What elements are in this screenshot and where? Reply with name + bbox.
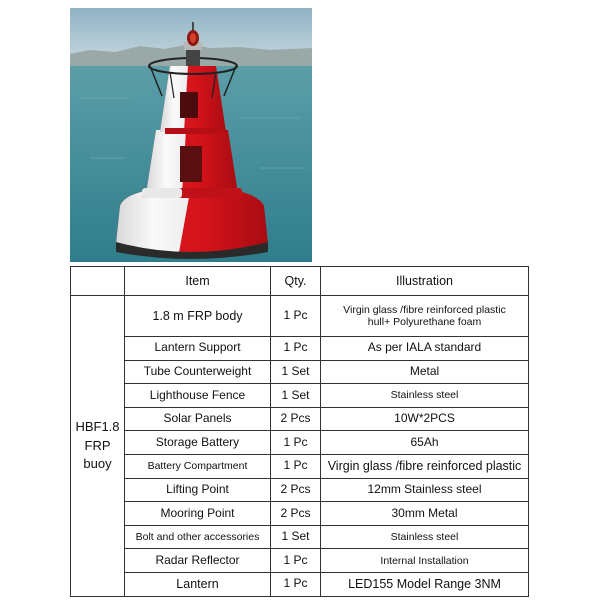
illustration-cell: Internal Installation [321, 549, 529, 573]
qty-cell: 1 Set [271, 384, 321, 408]
model-name-line: buoy [83, 455, 112, 471]
table-row [71, 296, 529, 337]
buoy-photo [70, 8, 312, 262]
qty-cell: 2 Pcs [271, 502, 321, 526]
item-cell: Mooring Point [125, 502, 271, 526]
illustration-header: Illustration [321, 267, 529, 296]
illustration-cell: 30mm Metal [321, 502, 529, 526]
qty-cell: 1 Pc [271, 549, 321, 573]
table-row [71, 360, 529, 384]
item-cell: Battery Compartment [125, 454, 271, 478]
qty-cell: 1 Pc [271, 337, 321, 361]
model-name-cell [71, 296, 125, 597]
table-row [71, 407, 529, 431]
qty-cell: 2 Pcs [271, 407, 321, 431]
model-name-line: HBF1.8 [75, 419, 120, 435]
illustration-cell: Virgin glass /fibre reinforced plastic [321, 454, 529, 478]
illustration-cell: 12mm Stainless steel [321, 478, 529, 502]
model-name-line: FRP [84, 437, 111, 453]
item-cell: Storage Battery [125, 431, 271, 455]
qty-cell: 2 Pcs [271, 478, 321, 502]
qty-cell: 1 Pc [271, 296, 321, 337]
spec-table [70, 266, 529, 597]
item-cell: Lifting Point [125, 478, 271, 502]
illustration-cell: As per IALA standard [321, 337, 529, 361]
table-row [71, 525, 529, 549]
qty-header: Qty. [271, 267, 321, 296]
illustration-cell: 65Ah [321, 431, 529, 455]
item-cell: Solar Panels [125, 407, 271, 431]
illustration-cell: Metal [321, 360, 529, 384]
illustration-cell: 10W*2PCS [321, 407, 529, 431]
table-row [71, 478, 529, 502]
illustration-cell: Stainless steel [321, 525, 529, 549]
item-cell: Bolt and other accessories [125, 525, 271, 549]
illustration-cell [321, 296, 529, 337]
item-cell: Lantern Support [125, 337, 271, 361]
qty-cell: 1 Set [271, 525, 321, 549]
table-row [71, 572, 529, 596]
item-header: Item [125, 267, 271, 296]
model-header-cell [71, 267, 125, 296]
table-row [71, 384, 529, 408]
table-row [71, 337, 529, 361]
item-cell: Lighthouse Fence [125, 384, 271, 408]
qty-cell: 1 Pc [271, 431, 321, 455]
illustration-cell: LED155 Model Range 3NM [321, 572, 529, 596]
qty-cell: 1 Pc [271, 572, 321, 596]
table-row [71, 502, 529, 526]
item-cell: 1.8 m FRP body [125, 296, 271, 337]
illustration-line: hull+ Polyurethane foam [367, 316, 482, 328]
item-cell: Lantern [125, 572, 271, 596]
qty-cell: 1 Pc [271, 454, 321, 478]
illustration-cell: Stainless steel [321, 384, 529, 408]
buoy-image [70, 8, 312, 262]
qty-cell: 1 Set [271, 360, 321, 384]
table-row [71, 431, 529, 455]
item-cell: Radar Reflector [125, 549, 271, 573]
table-row [71, 454, 529, 478]
illustration-line: Virgin glass /fibre reinforced plastic [343, 303, 506, 316]
table-header-row [71, 267, 529, 296]
table-row [71, 549, 529, 573]
item-cell: Tube Counterweight [125, 360, 271, 384]
